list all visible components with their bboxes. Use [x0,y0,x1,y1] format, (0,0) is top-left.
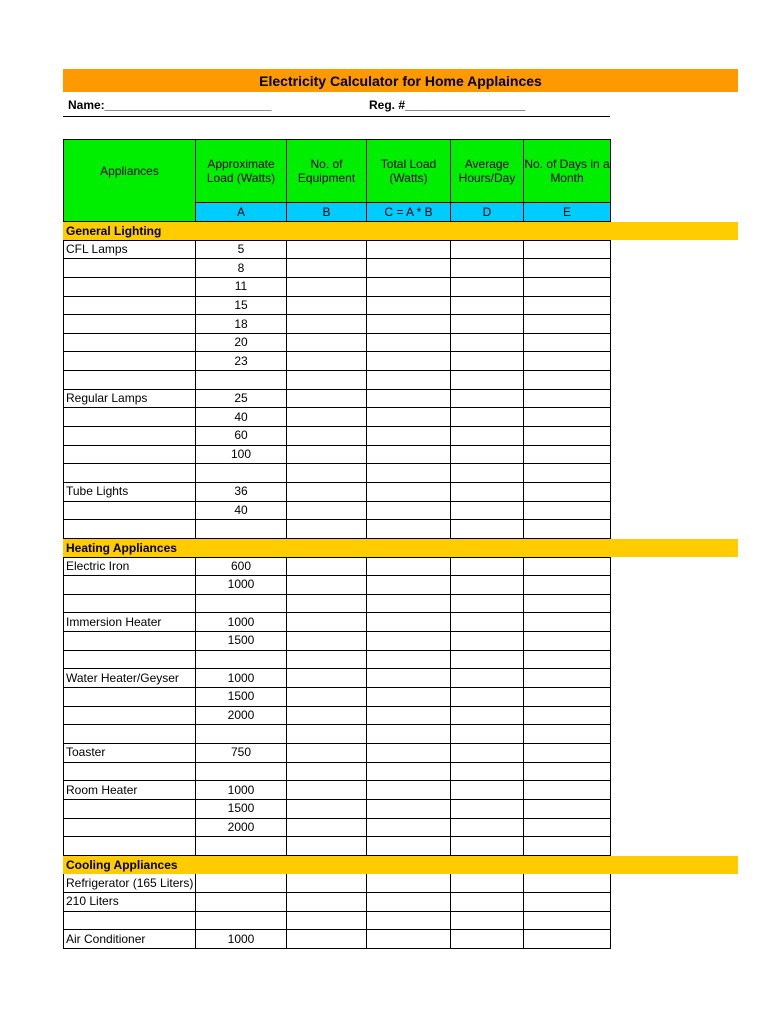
input-cell[interactable] [367,389,451,408]
input-cell[interactable] [287,893,367,912]
input-cell[interactable] [451,520,524,539]
input-cell[interactable] [287,688,367,707]
input-cell[interactable] [524,781,611,800]
appliance-cell [64,911,196,930]
load-cell [196,725,287,744]
table-row [64,520,611,539]
load-cell: 23 [196,352,287,371]
load-cell: 2000 [196,706,287,725]
input-cell[interactable] [287,427,367,446]
appliance-cell [64,837,196,856]
input-cell[interactable] [287,240,367,259]
input-cell[interactable] [287,501,367,520]
load-cell: 40 [196,408,287,427]
input-cell[interactable] [451,874,524,893]
table-row [64,557,611,576]
appliance-cell [64,501,196,520]
input-cell[interactable] [367,688,451,707]
input-cell[interactable] [367,650,451,669]
appliance-cell [64,576,196,595]
table-row [64,315,611,334]
section-header: Heating Appliances [63,539,738,557]
input-cell[interactable] [524,371,611,390]
appliance-cell: 210 Liters [64,893,196,912]
input-cell[interactable] [287,874,367,893]
input-cell[interactable] [451,464,524,483]
appliance-cell [64,632,196,651]
table-row [64,576,611,595]
input-cell[interactable] [524,408,611,427]
appliance-cell [64,408,196,427]
input-cell[interactable] [367,632,451,651]
table-row [64,445,611,464]
input-cell[interactable] [451,408,524,427]
input-cell[interactable] [367,333,451,352]
table-row [64,613,611,632]
load-cell [196,650,287,669]
table-row [64,911,611,930]
input-cell[interactable] [524,688,611,707]
appliance-cell [64,706,196,725]
input-cell[interactable] [451,669,524,688]
input-cell[interactable] [367,669,451,688]
input-cell[interactable] [451,893,524,912]
input-cell[interactable] [451,296,524,315]
appliance-cell: Regular Lamps [64,389,196,408]
input-cell[interactable] [451,725,524,744]
code-e: E [524,203,611,222]
load-cell [196,594,287,613]
table-row [64,818,611,837]
input-cell[interactable] [367,296,451,315]
input-cell[interactable] [451,706,524,725]
load-cell: 40 [196,501,287,520]
input-cell[interactable] [451,930,524,949]
input-cell[interactable] [524,427,611,446]
header-appliances: Appliances [64,140,196,203]
input-cell[interactable] [524,762,611,781]
table-row [64,669,611,688]
appliance-cell [64,352,196,371]
input-cell[interactable] [524,818,611,837]
input-cell[interactable] [451,333,524,352]
appliance-cell: CFL Lamps [64,240,196,259]
appliance-cell [64,315,196,334]
input-cell[interactable] [451,743,524,762]
table-row [64,837,611,856]
load-cell: 8 [196,259,287,278]
input-cell[interactable] [367,259,451,278]
input-cell[interactable] [287,445,367,464]
input-cell[interactable] [524,482,611,501]
table-row [64,352,611,371]
input-cell[interactable] [524,837,611,856]
input-cell[interactable] [451,557,524,576]
input-cell[interactable] [287,725,367,744]
input-cell[interactable] [367,352,451,371]
table-row [64,688,611,707]
input-cell[interactable] [287,315,367,334]
input-cell[interactable] [524,669,611,688]
input-cell[interactable] [287,930,367,949]
input-cell[interactable] [287,371,367,390]
table-row [64,762,611,781]
input-cell[interactable] [287,333,367,352]
input-cell[interactable] [451,445,524,464]
section-header: Cooling Appliances [63,856,738,874]
input-cell[interactable] [524,706,611,725]
load-cell: 750 [196,743,287,762]
table-code-row [64,203,611,222]
input-cell[interactable] [367,520,451,539]
input-cell[interactable] [367,613,451,632]
input-cell[interactable] [451,688,524,707]
input-cell[interactable] [367,445,451,464]
page-title: Electricity Calculator for Home Applainces [63,69,738,92]
input-cell[interactable] [451,650,524,669]
input-cell[interactable] [524,259,611,278]
load-cell [196,837,287,856]
input-cell[interactable] [367,781,451,800]
input-cell[interactable] [524,520,611,539]
load-cell [196,464,287,483]
input-cell[interactable] [524,594,611,613]
load-cell [196,371,287,390]
input-cell[interactable] [287,482,367,501]
header-avg-hours: Average Hours/Day [451,140,524,203]
input-cell[interactable] [524,930,611,949]
appliance-cell [64,762,196,781]
input-cell[interactable] [367,837,451,856]
load-cell [196,874,287,893]
input-cell[interactable] [451,371,524,390]
code-b: B [287,203,367,222]
input-cell[interactable] [287,837,367,856]
input-cell[interactable] [287,389,367,408]
input-cell[interactable] [287,259,367,278]
input-cell[interactable] [451,818,524,837]
input-cell[interactable] [287,594,367,613]
appliance-cell [64,371,196,390]
appliance-cell: Water Heater/Geyser [64,669,196,688]
input-cell[interactable] [524,296,611,315]
input-cell[interactable] [367,893,451,912]
load-cell: 100 [196,445,287,464]
input-cell[interactable] [367,427,451,446]
table-row [64,296,611,315]
load-cell [196,911,287,930]
input-cell[interactable] [524,799,611,818]
input-cell[interactable] [367,482,451,501]
input-cell[interactable] [287,706,367,725]
load-cell: 11 [196,277,287,296]
input-cell[interactable] [287,520,367,539]
load-cell: 60 [196,427,287,446]
input-cell[interactable] [367,240,451,259]
input-cell[interactable] [451,576,524,595]
input-cell[interactable] [524,352,611,371]
load-cell: 1000 [196,576,287,595]
load-cell: 18 [196,315,287,334]
appliance-cell [64,296,196,315]
table-row [64,408,611,427]
input-cell[interactable] [451,427,524,446]
input-cell[interactable] [451,389,524,408]
code-a: A [196,203,287,222]
input-cell[interactable] [524,315,611,334]
load-cell: 600 [196,557,287,576]
input-cell[interactable] [524,576,611,595]
input-cell[interactable] [287,576,367,595]
header-total-load: Total Load (Watts) [367,140,451,203]
table-row [64,781,611,800]
input-cell[interactable] [287,799,367,818]
input-cell[interactable] [524,613,611,632]
load-cell: 1500 [196,632,287,651]
input-cell[interactable] [367,557,451,576]
input-cell[interactable] [451,315,524,334]
table-row [64,725,611,744]
input-cell[interactable] [524,874,611,893]
input-cell[interactable] [367,818,451,837]
input-cell[interactable] [287,557,367,576]
table-row [64,706,611,725]
input-cell[interactable] [367,911,451,930]
appliance-cell [64,259,196,278]
section-header: General Lighting [63,222,738,240]
input-cell[interactable] [524,893,611,912]
load-cell: 25 [196,389,287,408]
input-cell[interactable] [524,277,611,296]
input-cell[interactable] [451,799,524,818]
input-cell[interactable] [524,389,611,408]
appliance-cell: Room Heater [64,781,196,800]
reg-number-field-label[interactable]: Reg. #__________________ [369,98,526,112]
load-cell: 15 [196,296,287,315]
appliance-cell [64,594,196,613]
table-row [64,743,611,762]
table-row [64,371,611,390]
name-field-label[interactable]: Name:_________________________ [68,98,272,112]
input-cell[interactable] [451,501,524,520]
input-cell[interactable] [451,837,524,856]
form-header-row [63,96,610,117]
input-cell[interactable] [451,762,524,781]
table-row [64,930,611,949]
input-cell[interactable] [287,277,367,296]
appliance-cell: Immersion Heater [64,613,196,632]
appliance-cell [64,464,196,483]
input-cell[interactable] [367,501,451,520]
appliance-cell [64,650,196,669]
table-row [64,501,611,520]
appliance-cell: Electric Iron [64,557,196,576]
appliance-cell [64,688,196,707]
appliance-cell [64,725,196,744]
appliance-cell: Toaster [64,743,196,762]
input-cell[interactable] [451,911,524,930]
input-cell[interactable] [367,743,451,762]
input-cell[interactable] [287,743,367,762]
input-cell[interactable] [451,259,524,278]
input-cell[interactable] [524,632,611,651]
table-row [64,893,611,912]
input-cell[interactable] [524,240,611,259]
input-cell[interactable] [451,613,524,632]
code-blank [64,203,196,222]
code-c: C = A * B [367,203,451,222]
load-cell: 20 [196,333,287,352]
input-cell[interactable] [524,333,611,352]
input-cell[interactable] [287,781,367,800]
load-cell: 2000 [196,818,287,837]
input-cell[interactable] [524,557,611,576]
input-cell[interactable] [367,799,451,818]
load-cell: 1500 [196,688,287,707]
input-cell[interactable] [287,818,367,837]
input-cell[interactable] [367,464,451,483]
appliance-cell [64,277,196,296]
input-cell[interactable] [367,874,451,893]
table-row [64,240,611,259]
input-cell[interactable] [367,706,451,725]
input-cell[interactable] [287,669,367,688]
input-cell[interactable] [524,911,611,930]
appliance-cell [64,427,196,446]
table-row [64,464,611,483]
appliance-cell: Tube Lights [64,482,196,501]
table-row [64,277,611,296]
header-approx-load: Approximate Load (Watts) [196,140,287,203]
table-row [64,594,611,613]
input-cell[interactable] [451,240,524,259]
appliance-cell [64,799,196,818]
input-cell[interactable] [367,408,451,427]
load-cell: 1000 [196,781,287,800]
input-cell[interactable] [367,725,451,744]
input-cell[interactable] [287,911,367,930]
table-header-row [64,140,611,203]
load-cell: 1500 [196,799,287,818]
table-row [64,333,611,352]
load-cell: 36 [196,482,287,501]
input-cell[interactable] [524,725,611,744]
input-cell[interactable] [451,781,524,800]
table-row [64,632,611,651]
input-cell[interactable] [367,762,451,781]
input-cell[interactable] [367,371,451,390]
input-cell[interactable] [451,352,524,371]
input-cell[interactable] [451,632,524,651]
load-cell: 1000 [196,669,287,688]
input-cell[interactable] [367,277,451,296]
input-cell[interactable] [367,576,451,595]
appliance-cell [64,520,196,539]
appliance-cell: Refrigerator (165 Liters) [64,874,196,893]
input-cell[interactable] [287,613,367,632]
table-row [64,482,611,501]
input-cell[interactable] [524,743,611,762]
code-d: D [451,203,524,222]
load-cell [196,893,287,912]
input-cell[interactable] [287,296,367,315]
input-cell[interactable] [524,501,611,520]
input-cell[interactable] [451,594,524,613]
table-row [64,389,611,408]
input-cell[interactable] [451,277,524,296]
header-days-month: No. of Days in a Month [524,140,611,203]
table-row [64,799,611,818]
load-cell [196,762,287,781]
input-cell[interactable] [367,315,451,334]
load-cell: 1000 [196,613,287,632]
input-cell[interactable] [367,930,451,949]
table-row [64,874,611,893]
input-cell[interactable] [287,408,367,427]
table-row [64,427,611,446]
appliance-cell: Air Conditioner [64,930,196,949]
table-row [64,650,611,669]
input-cell[interactable] [287,352,367,371]
input-cell[interactable] [524,464,611,483]
load-cell: 1000 [196,930,287,949]
input-cell[interactable] [524,650,611,669]
input-cell[interactable] [287,464,367,483]
input-cell[interactable] [367,594,451,613]
appliance-cell [64,333,196,352]
input-cell[interactable] [287,632,367,651]
header-no-equipment: No. of Equipment [287,140,367,203]
load-cell: 5 [196,240,287,259]
table-row [64,259,611,278]
load-cell [196,520,287,539]
input-cell[interactable] [287,762,367,781]
input-cell[interactable] [451,482,524,501]
appliance-cell [64,818,196,837]
input-cell[interactable] [524,445,611,464]
appliance-cell [64,445,196,464]
input-cell[interactable] [287,650,367,669]
